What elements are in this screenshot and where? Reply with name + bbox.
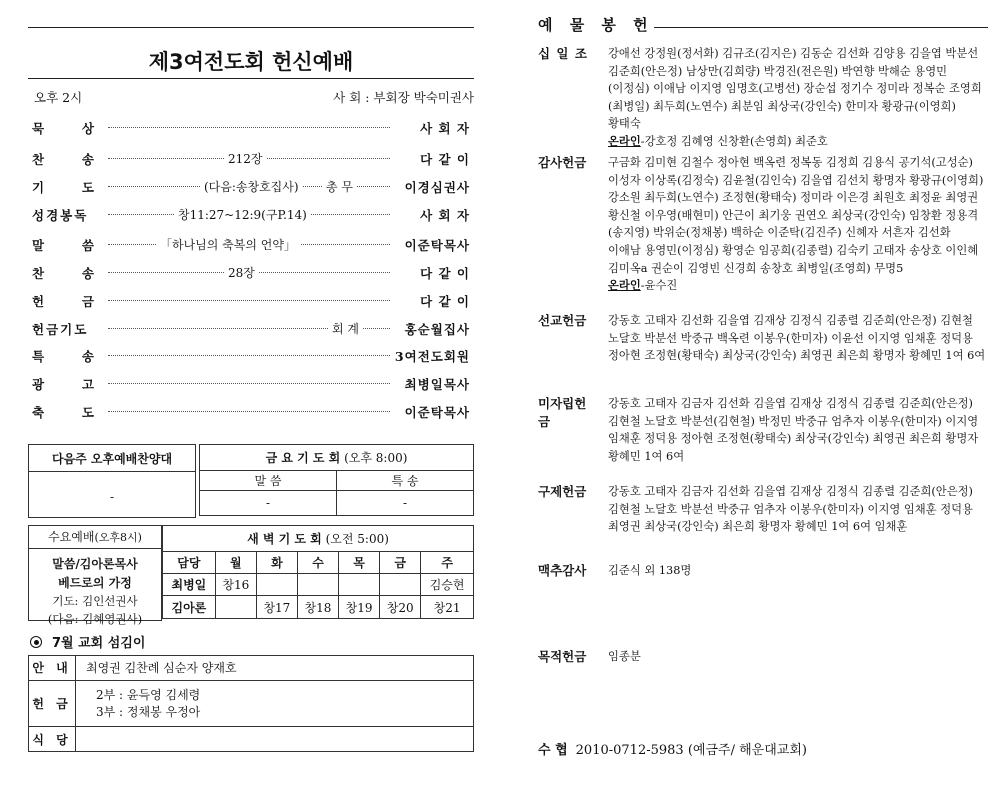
- server-row-names: 최영권 김찬례 심순자 양재호: [76, 656, 474, 681]
- server-row-names: 2부 : 윤득영 김세령 3부 : 정채봉 우정아: [76, 680, 474, 726]
- server-row: [29, 727, 474, 752]
- order-item-person: 다 같 이: [394, 292, 470, 310]
- dawn-column-header: 수: [297, 551, 338, 573]
- friday-special-song-value: -: [337, 491, 474, 516]
- wednesday-sermon-title: 베드로의 가정: [58, 576, 132, 590]
- dawn-cell: 창19: [339, 596, 380, 619]
- dot-leader: [108, 355, 390, 356]
- order-item: [28, 150, 474, 168]
- order-of-worship-panel: [28, 0, 474, 789]
- order-item: [28, 320, 474, 338]
- wednesday-next-prayer: (다음: 김혜영권사): [47, 612, 143, 626]
- order-item-person: 이준탁목사: [394, 236, 470, 254]
- order-item-label: 묵 상: [32, 121, 94, 136]
- order-item-detail: 「하나님의 축복의 언약」: [156, 236, 300, 253]
- dawn-column-header: 화: [256, 551, 297, 573]
- bullet-icon: [30, 636, 42, 648]
- service-section-heading: 7월 교회 섬김이: [30, 632, 145, 651]
- offering-names: 임종분: [608, 650, 641, 663]
- title-divider: [28, 78, 474, 79]
- offerings-title: 예 물 봉 헌: [538, 16, 654, 34]
- order-item-person: 이경심권사: [394, 178, 470, 196]
- dawn-prayer-header: 새 벽 기 도 회 (오전 5:00): [163, 526, 474, 552]
- friday-special-song-label: 특 송: [337, 471, 474, 491]
- order-item-detail: (다음:송창호집사): [200, 178, 303, 195]
- server-row: [29, 680, 474, 726]
- dot-leader: [108, 127, 390, 128]
- server-row-label: 헌 금: [29, 680, 76, 726]
- order-item-person: 다 같 이: [394, 150, 470, 168]
- dawn-column-header: 담당: [163, 551, 216, 573]
- dawn-row: [163, 596, 474, 619]
- offering-label: 선교헌금: [538, 313, 587, 328]
- dawn-prayer-box: [162, 525, 474, 619]
- dawn-cell: 창20: [380, 596, 421, 619]
- dawn-cell: [215, 596, 256, 619]
- offering-label: 십 일 조: [538, 46, 588, 61]
- offering-label: 맥추감사: [538, 563, 587, 578]
- church-servers-box: [28, 655, 474, 752]
- offering-names: 강동호 고태자 김선화 김을엽 김재상 김정식 김종렬 김준희(안은정) 김현철 노달호 박분선 박중규 백옥련 이봉우(한미자) 이윤선 이지영 임채훈 정덕용 정아현 조정현(황태숙) 최상국(강인숙) 최영권 최은희 황명자 황혜민 1여 6여: [608, 314, 986, 363]
- friday-prayer-box: [199, 444, 474, 516]
- dawn-cell: [297, 573, 338, 596]
- dawn-cell: 창18: [297, 596, 338, 619]
- dawn-cell: 김아론: [163, 596, 216, 619]
- friday-sermon-label: 말 씀: [200, 471, 337, 491]
- offering-label: 감사헌금: [538, 155, 587, 170]
- dot-leader: [108, 300, 390, 301]
- online-offerings: 온라인-강호정 김혜영 신창환(손영희) 최준호: [608, 133, 828, 148]
- dawn-cell: [339, 573, 380, 596]
- order-item-role: 총 무: [322, 178, 357, 195]
- order-item-person: 사 회 자: [394, 119, 470, 137]
- friday-sermon-value: -: [200, 491, 337, 516]
- dawn-cell: 창21: [421, 596, 474, 619]
- order-item: [28, 236, 474, 254]
- dawn-column-header: 금: [380, 551, 421, 573]
- order-item-person: 다 같 이: [394, 264, 470, 282]
- order-item-person: 홍순월집사: [394, 320, 470, 338]
- order-item: [28, 375, 474, 393]
- dawn-cell: [256, 573, 297, 596]
- dawn-column-header: 주: [421, 551, 474, 573]
- order-item-label: 헌 금: [32, 294, 94, 309]
- order-item-label: 성경봉독: [32, 208, 89, 223]
- dawn-cell: 창16: [215, 573, 256, 596]
- offerings-title-divider: [654, 27, 988, 28]
- dawn-cell: 최병일: [163, 573, 216, 596]
- wednesday-header: 수요예배(오후8시): [29, 526, 161, 549]
- server-row-label: 식 당: [29, 727, 76, 752]
- server-row: [29, 656, 474, 681]
- order-item-role: 회 계: [328, 320, 363, 337]
- dawn-column-header: 목: [339, 551, 380, 573]
- order-item: [28, 403, 474, 421]
- dawn-row: [163, 573, 474, 596]
- order-item: [28, 206, 474, 224]
- order-item-label: 말 씀: [32, 238, 94, 253]
- wednesday-service-box: [28, 525, 162, 626]
- order-item-person: 3여전도회원: [394, 349, 470, 364]
- friday-prayer-header: 금 요 기 도 회 (오후 8:00): [200, 445, 474, 471]
- offering-names: 강애선 강정원(정서화) 김규조(김지은) 김동순 김선화 김양용 김을엽 박분선 김준희(안은정) 남상만(김희량) 박경진(전은원) 박연향 박해순 용영민(이정심) 이애남 이지영 임명호(고병선) 장순섭 정기수 정미라 정복순 조영희(최병일) 최두희(노연수) 최분임 최상국(강인숙) 한미자 황광규(이영희) 황태숙 온라인-강호정 김혜영 신창환(손영희) 최준호: [608, 45, 986, 151]
- dawn-column-header: 월: [215, 551, 256, 573]
- order-item-label: 찬 송: [32, 152, 94, 167]
- order-item-person: 이준탁목사: [394, 403, 470, 421]
- offering-names: 강동호 고태자 김금자 김선화 김을엽 김재상 김정식 김종렬 김준희(안은정) 김현철 노달호 박분선 박중규 엄추자 이봉우(한미자) 이지영 임채훈 정덕용 최영권 최상국(강인숙) 최은희 황명자 황혜민 1여 6여 임채훈: [608, 485, 973, 534]
- order-item: [28, 347, 474, 365]
- bank-account: 수 협 2010-0712-5983 (예금주/ 해운대교회): [538, 743, 807, 758]
- dot-leader: [108, 411, 390, 412]
- order-item-label: 기 도: [32, 180, 94, 195]
- next-choir-header: 다음주 오후예배찬양대: [29, 445, 195, 472]
- top-divider: [28, 27, 474, 28]
- dawn-cell: [380, 573, 421, 596]
- order-item: [28, 292, 474, 310]
- order-item: [28, 178, 474, 196]
- order-item-detail: 28장: [224, 264, 259, 281]
- service-title: 제3여전도회 헌신예배: [148, 50, 354, 74]
- order-item-person: 사 회 자: [394, 206, 470, 224]
- presider: 사 회 : 부회장 박숙미권사: [333, 90, 474, 105]
- dot-leader: [108, 383, 390, 384]
- offering-label: 목적헌금: [538, 649, 587, 664]
- wednesday-prayer: 기도: 김인선권사: [52, 594, 138, 608]
- offering-names: 김준식 외 138명: [608, 564, 692, 577]
- offering-label: 미자립헌금: [538, 396, 587, 429]
- order-item-label: 축 도: [32, 405, 94, 420]
- service-time: 오후 2시: [34, 90, 83, 105]
- wednesday-preacher: 말씀/김아론목사: [52, 557, 138, 571]
- order-item-label: 찬 송: [32, 266, 94, 281]
- dawn-cell: 창17: [256, 596, 297, 619]
- offering-names: 구금화 김미현 김철수 정아현 백옥련 정복동 김정희 김용식 공기석(고성순) 이성자 이상록(김정숙) 김윤철(김인숙) 김을엽 김선치 황명자 황광규(이영희) 강소원 최두희(노연수) 조정현(황태숙) 정미라 이은경 최원호 최정윤 최영권 황신철 이우영(배현미) 안근이 최기웅 권연오 최상국(강인숙) 임창환 정용격(송지영) 박위순(정채봉) 백하순 이준탁(김진주) 신혜자 서흔자 김선화 이애남 용영민(이정심) 황영순 임공희(김종렬) 김숙키 고태자 송상호 이인혜 김미옥a 권순이 김영빈 신경희 송창호 최병일(조영희) 무명5 온라인-윤수진: [608, 154, 986, 295]
- order-item-label: 광 고: [32, 377, 94, 392]
- offerings-panel: [536, 0, 988, 789]
- next-choir-box: [28, 444, 196, 518]
- online-offerings: 온라인-윤수진: [608, 278, 678, 293]
- order-item-person: 최병일목사: [394, 375, 470, 393]
- dawn-cell: 김승현: [421, 573, 474, 596]
- server-row-label: 안 내: [29, 656, 76, 681]
- order-item: [28, 119, 474, 137]
- order-item: [28, 264, 474, 282]
- offering-label: 구제헌금: [538, 484, 587, 499]
- next-choir-value: -: [109, 490, 115, 504]
- server-row-names: [76, 727, 474, 752]
- order-item-detail: 212장: [224, 150, 267, 167]
- order-item-label: 특 송: [32, 349, 94, 364]
- offering-names: 강동호 고태자 김금자 김선화 김을엽 김재상 김정식 김종렬 김준희(안은정) 김현철 노달호 박분선(김현철) 박정민 박중규 엄추자 이봉우(한미자) 이지영 임채훈 정덕용 정아현 조정현(황태숙) 최상국(강인숙) 최영권 최은희 황명자 황혜민 1여 6여: [608, 397, 979, 463]
- order-item-label: 헌금기도: [32, 322, 89, 337]
- order-item-detail: 창11:27~12:9(구P.14): [174, 206, 311, 223]
